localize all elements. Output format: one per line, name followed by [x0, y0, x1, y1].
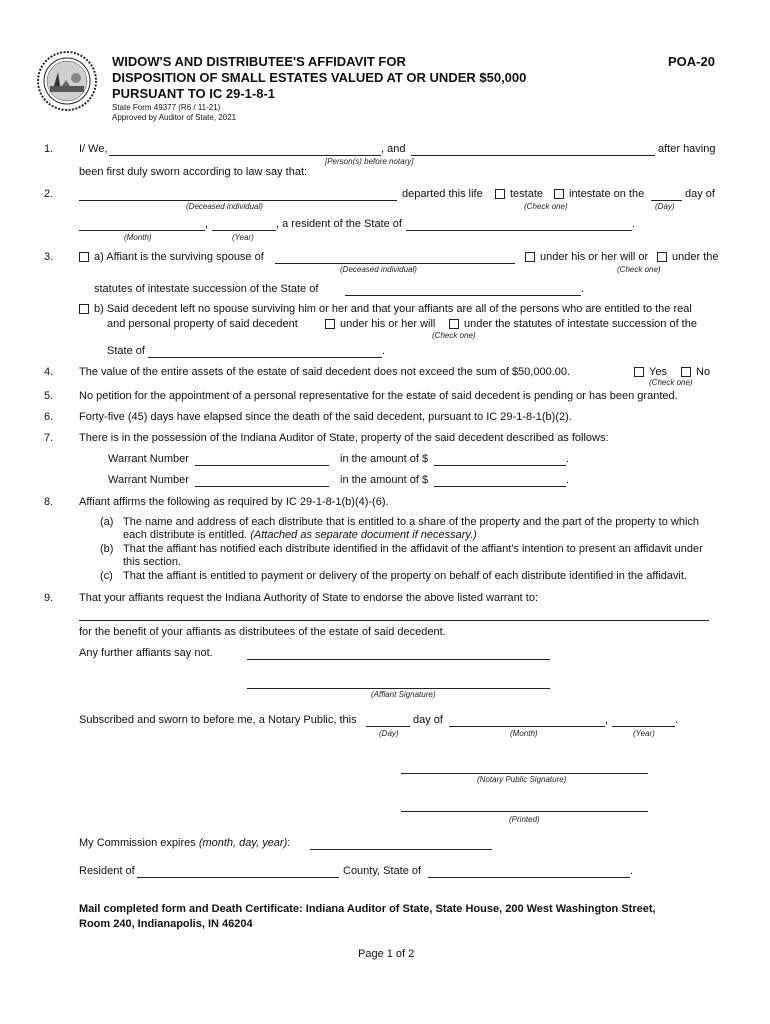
caption-check-one-3: (Check one): [432, 331, 476, 340]
caption-deceased-individual-2: (Deceased individual): [340, 265, 417, 274]
item-8b-marker: (b): [100, 543, 114, 555]
amount-label-1: in the amount of $: [340, 453, 429, 465]
further-affiants-text: Any further affiants say not.: [79, 647, 213, 659]
surviving-spouse-label: a) Affiant is the surviving spouse of: [94, 251, 264, 263]
warrant-number-field-2[interactable]: [195, 486, 329, 487]
endorse-to-field[interactable]: [79, 620, 709, 621]
state-form-number: State Form 49377 (R6 / 11-21): [112, 103, 221, 112]
amount-label-2: in the amount of $: [340, 474, 429, 486]
caption-notary-day: (Day): [379, 729, 399, 738]
item-8a-line-2: [123, 529, 477, 541]
notary-month-field[interactable]: [449, 726, 605, 727]
caption-month: (Month): [124, 233, 152, 242]
no-spouse-will-label: under his or her will: [340, 318, 436, 330]
caption-notary-month: (Month): [510, 729, 538, 738]
county-state-text: County, State of: [343, 865, 422, 877]
item-1-after-having: after having: [658, 143, 716, 155]
item-1-continuation: been first duly sworn according to law say that:: [79, 166, 308, 178]
period: .: [632, 218, 636, 230]
resident-of-text: Resident of: [79, 865, 135, 877]
caption-persons-before-notary: [Person(s) before notary]: [325, 157, 414, 166]
item-7-number: 7.: [44, 432, 54, 444]
spouse-under-will-label: under his or her will or: [540, 251, 649, 263]
intestate-checkbox[interactable]: [554, 189, 564, 199]
item-8a-line-2-italic: (Attached as separate document if necessary.): [250, 529, 477, 541]
commission-expires-label: My Commission expires: [79, 837, 196, 849]
notary-signature-field[interactable]: [401, 773, 648, 774]
period-6: .: [675, 714, 679, 726]
estate-value-yes-label: Yes: [649, 366, 667, 378]
no-spouse-line-2: and personal property of said decedent: [107, 318, 298, 330]
item-6-text: Forty-five (45) days have elapsed since the death of the said decedent, pursuant to IC 29-1-8-1(b)(2).: [79, 411, 572, 423]
approved-by: Approved by Auditor of State, 2021: [112, 113, 237, 122]
item-1-and: , and: [381, 143, 406, 155]
commission-expires-text: [79, 837, 290, 849]
item-8b-line-2: this section.: [123, 556, 182, 568]
item-8-number: 8.: [44, 496, 54, 508]
state-of-text: State of: [107, 345, 145, 357]
warrant-amount-field-2[interactable]: [434, 486, 566, 487]
item-1-lead: I/ We,: [79, 143, 108, 155]
form-number: POA-20: [668, 54, 715, 69]
page-number: Page 1 of 2: [358, 948, 415, 960]
caption-printed: (Printed): [509, 815, 540, 824]
item-8a-line-1: The name and address of each distribute that is entitled to a share of the property and the part of the property to which: [123, 516, 700, 528]
no-spouse-will-checkbox[interactable]: [325, 319, 335, 329]
comma-separator: ,: [205, 218, 209, 230]
form-title-line-2: DISPOSITION OF SMALL ESTATES VALUED AT OR UNDER $50,000: [112, 70, 527, 85]
caption-notary-signature: (Notary Public Signature): [477, 775, 567, 784]
no-spouse-line-1: b) Said decedent left no spouse surviving him or her and that your affiants are all of the persons who are entitled to the real: [94, 303, 692, 315]
death-month-field[interactable]: [79, 230, 205, 231]
day-of-text: day of: [685, 188, 715, 200]
item-5-text: No petition for the appointment of a personal representative for the estate of said decedent is pending or has been granted.: [79, 390, 678, 402]
resident-state-field[interactable]: [406, 230, 632, 231]
person-2-field[interactable]: [411, 155, 655, 156]
caption-check-one: (Check one): [524, 202, 568, 211]
no-spouse-intestate-checkbox[interactable]: [449, 319, 459, 329]
item-9-number: 9.: [44, 592, 54, 604]
no-spouse-intestate-label: under the statutes of intestate succession of the: [464, 318, 697, 330]
period-2: .: [581, 283, 585, 295]
notary-year-field[interactable]: [612, 726, 675, 727]
notary-state-field[interactable]: [428, 877, 630, 878]
item-8b-line-1: That the affiant has notified each distribute identified in the affidavit of the affiant's intention to present an affidavit under: [123, 543, 703, 555]
caption-check-one-4: (Check one): [649, 378, 693, 387]
death-year-field[interactable]: [212, 230, 276, 231]
form-title-line-3: PURSUANT TO IC 29-1-8-1: [112, 86, 276, 101]
warrant-number-label-1: Warrant Number: [108, 453, 189, 465]
item-5-number: 5.: [44, 390, 54, 402]
deceased-individual-field[interactable]: [79, 200, 397, 201]
affiant-signature-field-1[interactable]: [247, 659, 550, 660]
item-1-number: 1.: [44, 143, 54, 155]
notary-day-of-text: day of: [413, 714, 443, 726]
spouse-intestate-checkbox[interactable]: [657, 252, 667, 262]
item-3-number: 3.: [44, 251, 54, 263]
mail-instructions-line-2: Room 240, Indianapolis, IN 46204: [79, 918, 253, 930]
warrant-number-field-1[interactable]: [195, 465, 329, 466]
death-day-field[interactable]: [651, 200, 682, 201]
person-1-field[interactable]: [109, 155, 381, 156]
item-2-number: 2.: [44, 188, 54, 200]
commission-expires-colon: :: [287, 837, 291, 849]
period-7: .: [630, 865, 634, 877]
period-5: .: [566, 474, 570, 486]
affiant-signature-field-2[interactable]: [247, 688, 550, 689]
comma-2: ,: [605, 714, 609, 726]
caption-day: (Day): [655, 202, 675, 211]
estate-value-no-label: No: [696, 366, 711, 378]
caption-check-one-2: (Check one): [617, 265, 661, 274]
item-8-text: Affiant affirms the following as required by IC 29-1-8-1(b)(4)-(6).: [79, 496, 389, 508]
estate-value-no-checkbox[interactable]: [681, 367, 691, 377]
item-8c-marker: (c): [100, 570, 113, 582]
statutes-text: statutes of intestate succession of the State of: [94, 283, 319, 295]
commission-expires-format: (month, day, year): [198, 837, 288, 849]
county-field[interactable]: [137, 877, 339, 878]
form-title-line-1: WIDOW'S AND DISTRIBUTEE'S AFFIDAVIT FOR: [112, 54, 406, 69]
item-4-number: 4.: [44, 366, 54, 378]
warrant-number-label-2: Warrant Number: [108, 474, 189, 486]
item-7-text: There is in the possession of the Indiana Auditor of State, property of the said decedent described as follows:: [79, 432, 609, 444]
spouse-under-will-checkbox[interactable]: [525, 252, 535, 262]
departed-this-life-text: departed this life: [402, 188, 483, 200]
testate-label: testate: [510, 188, 544, 200]
indiana-state-seal-icon: [36, 50, 98, 112]
commission-expires-field[interactable]: [310, 849, 492, 850]
item-6-number: 6.: [44, 411, 54, 423]
subscribed-sworn-text: Subscribed and sworn to before me, a Notary Public, this: [79, 714, 357, 726]
statutes-state-field[interactable]: [345, 295, 581, 296]
caption-notary-year: (Year): [633, 729, 655, 738]
resident-of-state-text: , a resident of the State of: [276, 218, 402, 230]
item-8a-marker: (a): [100, 516, 114, 528]
benefit-text: for the benefit of your affiants as distributees of the estate of said decedent.: [79, 626, 446, 638]
no-spouse-checkbox[interactable]: [79, 304, 89, 314]
item-9-text: That your affiants request the Indiana Authority of State to endorse the above listed warrant to:: [79, 592, 539, 604]
notary-day-field[interactable]: [366, 726, 410, 727]
item-8c-line-1: That the affiant is entitled to payment or delivery of the property on behalf of each distribute identified in the affidavit.: [123, 570, 687, 582]
notary-printed-name-field[interactable]: [401, 811, 648, 812]
surviving-spouse-checkbox[interactable]: [79, 252, 89, 262]
spouse-deceased-individual-field[interactable]: [275, 263, 515, 264]
caption-affiant-signature: (Affiant Signature): [371, 690, 436, 699]
spouse-under-the-label: under the: [672, 251, 719, 263]
testate-checkbox[interactable]: [495, 189, 505, 199]
period-3: .: [382, 345, 386, 357]
caption-year: (Year): [232, 233, 254, 242]
item-4-text: The value of the entire assets of the estate of said decedent does not exceed the sum of $50,000.00.: [79, 366, 571, 378]
warrant-amount-field-1[interactable]: [434, 465, 566, 466]
caption-deceased-individual: (Deceased individual): [186, 202, 263, 211]
item-8a-line-2-text: each distribute is entitled.: [123, 529, 248, 541]
period-4: .: [566, 453, 570, 465]
intestate-label: intestate on the: [569, 188, 645, 200]
no-spouse-state-field[interactable]: [148, 357, 382, 358]
mail-instructions-line-1: Mail completed form and Death Certificate: Indiana Auditor of State, State House, 200 West Washington Street,: [79, 903, 656, 915]
estate-value-yes-checkbox[interactable]: [634, 367, 644, 377]
